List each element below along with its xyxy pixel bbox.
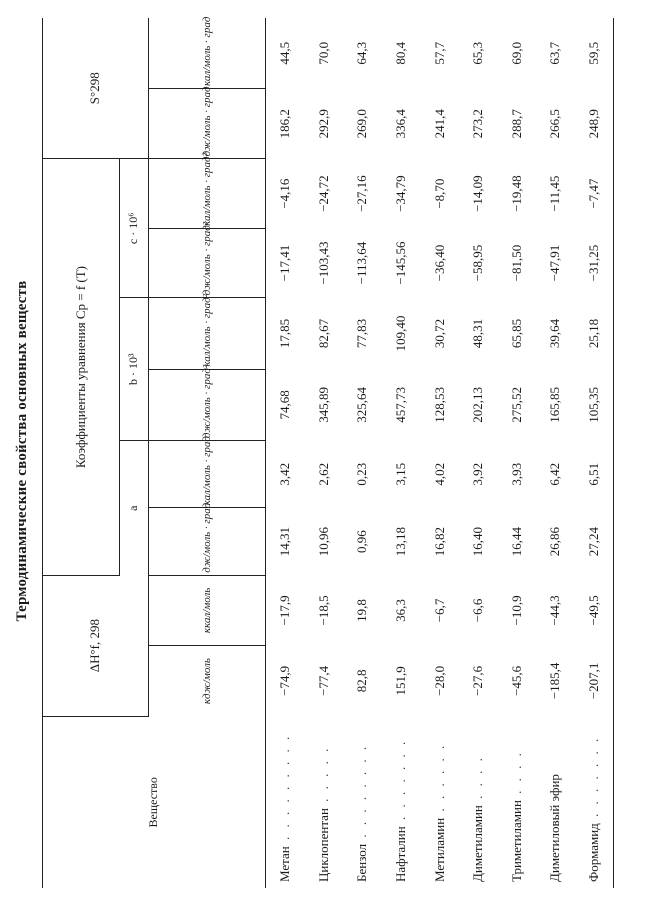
entropy-header: S°298 xyxy=(43,18,149,159)
b-cal-cell: 65,85 xyxy=(508,318,524,349)
c-j-cell: −58,95 xyxy=(470,244,486,282)
s-cal-cell: 80,4 xyxy=(393,41,409,65)
table-row xyxy=(536,18,575,888)
s-j-cell: 266,5 xyxy=(547,109,563,139)
c-cal-cell: −27,16 xyxy=(354,175,370,212)
s-j-cell: 269,0 xyxy=(354,109,370,139)
unit-c-j: дж/моль · град² xyxy=(149,228,266,297)
c-cal-cell: −14,09 xyxy=(470,175,486,212)
enthalpy-kj-cell: 82,8 xyxy=(354,669,370,693)
substance-header: Вещество xyxy=(43,716,266,888)
s-cal-cell: 63,7 xyxy=(547,41,563,65)
substance-name: Триметиламин . . . . xyxy=(508,750,524,882)
a-j-cell: 13,18 xyxy=(393,526,409,557)
substance-name: Циклопентан . . . . . xyxy=(315,745,331,882)
substance-name: Нафталин . . . . . . . xyxy=(393,738,409,882)
a-cal-cell: 3,92 xyxy=(470,462,486,486)
c-j-cell: −47,91 xyxy=(547,244,563,282)
b-j-cell: 202,13 xyxy=(470,387,486,423)
enthalpy-kcal-cell: 36,3 xyxy=(393,599,409,622)
enthalpy-kj-cell: 151,9 xyxy=(393,666,409,696)
c-j-cell: −113,64 xyxy=(354,241,370,285)
c-cal-cell: −24,72 xyxy=(315,175,331,212)
a-j-cell: 0,96 xyxy=(354,530,370,553)
unit-b-j: дж/моль · град² xyxy=(149,369,266,440)
c-cal-cell: −19,48 xyxy=(508,175,524,212)
enthalpy-header: ΔH°f, 298 xyxy=(43,575,149,716)
table-row xyxy=(266,18,305,888)
s-cal-cell: 57,7 xyxy=(431,41,447,65)
coefficient-a-header: a xyxy=(120,441,149,576)
unit-s-j: дж/моль · град xyxy=(149,89,266,159)
enthalpy-kcal-cell: −17,9 xyxy=(277,595,293,626)
enthalpy-kcal-cell: −49,5 xyxy=(575,575,614,645)
enthalpy-kj-cell: −45,6 xyxy=(508,665,524,696)
b-cal-cell: 77,83 xyxy=(354,318,370,349)
a-cal-cell: 4,02 xyxy=(431,462,447,486)
unit-a-j: дж/моль · град xyxy=(149,508,266,575)
table-row xyxy=(343,18,382,888)
unit-b-cal: кал/моль · град² xyxy=(149,298,266,369)
c-j-cell: −31,25 xyxy=(575,228,614,297)
enthalpy-kcal-cell: −6,6 xyxy=(470,598,486,623)
thermodynamic-properties-table xyxy=(42,18,614,888)
a-cal-cell: 6,51 xyxy=(575,441,614,508)
s-j-cell: 186,2 xyxy=(277,109,293,139)
unit-kj-mol: кдж/моль xyxy=(149,646,266,716)
b-j-cell: 325,64 xyxy=(354,387,370,423)
a-j-cell: 27,24 xyxy=(575,508,614,575)
table-row xyxy=(575,18,614,888)
c-cal-cell: −11,45 xyxy=(547,175,563,212)
c-cal-cell: −7,47 xyxy=(575,159,614,228)
s-j-cell: 292,9 xyxy=(315,109,331,139)
b-j-cell: 275,52 xyxy=(508,387,524,423)
enthalpy-kj-cell: −74,9 xyxy=(277,665,293,696)
b-cal-cell: 30,72 xyxy=(431,318,447,349)
s-cal-cell: 70,0 xyxy=(315,41,331,65)
s-j-cell: 273,2 xyxy=(470,109,486,139)
c-j-cell: −17,41 xyxy=(277,244,293,282)
table-title: Термодинамические свойства основных веществ xyxy=(14,280,30,622)
substance-name: Бензол . . . . . . . . xyxy=(354,743,370,882)
unit-kcal-mol: ккал/моль xyxy=(149,575,266,645)
s-cal-cell: 44,5 xyxy=(277,41,293,65)
b-j-cell: 457,73 xyxy=(393,387,409,423)
substance-name: Формамид . . . . . . . xyxy=(575,716,614,888)
b-cal-cell: 48,31 xyxy=(470,318,486,349)
enthalpy-kcal-cell: −6,7 xyxy=(431,598,447,623)
a-j-cell: 16,82 xyxy=(431,526,447,557)
b-j-cell: 345,89 xyxy=(315,387,331,423)
a-cal-cell: 3,42 xyxy=(277,462,293,486)
s-cal-cell: 69,0 xyxy=(508,41,524,65)
b-cal-cell: 25,18 xyxy=(575,298,614,369)
enthalpy-kcal-cell: −10,9 xyxy=(508,595,524,626)
c-j-cell: −81,50 xyxy=(508,244,524,282)
s-cal-cell: 59,5 xyxy=(575,18,614,89)
s-j-cell: 248,9 xyxy=(575,89,614,159)
table-row xyxy=(305,18,344,888)
coefficient-c-header: c · 10⁶ xyxy=(120,159,149,298)
cp-equation-header: Коэффициенты уравнения Cp = f (T) xyxy=(43,159,120,575)
c-j-cell: −145,56 xyxy=(393,241,409,285)
a-cal-cell: 2,62 xyxy=(315,462,331,486)
enthalpy-kj-cell: −28,0 xyxy=(431,665,447,696)
enthalpy-kj-cell: −27,6 xyxy=(470,665,486,696)
enthalpy-kcal-cell: 19,8 xyxy=(354,599,370,622)
c-cal-cell: −34,79 xyxy=(393,175,409,212)
a-j-cell: 26,86 xyxy=(547,526,563,557)
b-j-cell: 128,53 xyxy=(431,387,447,423)
enthalpy-kj-cell: −77,4 xyxy=(315,665,331,696)
s-cal-cell: 64,3 xyxy=(354,41,370,65)
unit-a-cal: кал/моль · град xyxy=(149,441,266,508)
b-cal-cell: 82,67 xyxy=(315,318,331,349)
substance-name: Метан . . . . . . . . . xyxy=(277,733,293,882)
b-cal-cell: 39,64 xyxy=(547,318,563,349)
a-cal-cell: 6,42 xyxy=(547,462,563,486)
s-j-cell: 288,7 xyxy=(508,109,524,139)
b-cal-cell: 17,85 xyxy=(277,318,293,349)
s-cal-cell: 65,3 xyxy=(470,41,486,65)
s-j-cell: 336,4 xyxy=(393,109,409,139)
b-j-cell: 74,68 xyxy=(277,390,293,420)
substance-name: Метиламин . . . . . . xyxy=(431,742,447,882)
enthalpy-kcal-cell: −18,5 xyxy=(315,595,331,626)
substance-name: Диметиловый эфир xyxy=(547,774,563,882)
b-j-cell: 165,85 xyxy=(547,387,563,423)
a-j-cell: 16,40 xyxy=(470,526,486,557)
s-j-cell: 241,4 xyxy=(431,109,447,139)
a-cal-cell: 0,23 xyxy=(354,462,370,486)
a-j-cell: 10,96 xyxy=(315,526,331,557)
a-cal-cell: 3,15 xyxy=(393,462,409,486)
a-cal-cell: 3,93 xyxy=(508,462,524,486)
c-cal-cell: −8,70 xyxy=(431,178,447,209)
coefficient-b-header: b · 10³ xyxy=(120,298,149,441)
header-row-groups xyxy=(43,18,120,888)
enthalpy-kj-cell: −185,4 xyxy=(547,662,563,700)
enthalpy-kcal-cell: −44,3 xyxy=(547,595,563,626)
enthalpy-kj-cell: −207,1 xyxy=(575,646,614,716)
a-j-cell: 16,44 xyxy=(508,526,524,557)
table-row xyxy=(459,18,498,888)
table-row xyxy=(420,18,459,888)
c-j-cell: −103,43 xyxy=(315,241,331,285)
c-cal-cell: −4,16 xyxy=(277,178,293,209)
table-row xyxy=(498,18,537,888)
b-cal-cell: 109,40 xyxy=(393,315,409,352)
b-j-cell: 105,35 xyxy=(575,369,614,440)
a-j-cell: 14,31 xyxy=(277,526,293,557)
unit-s-cal: кал/моль · град xyxy=(149,18,266,89)
table-row xyxy=(382,18,421,888)
c-j-cell: −36,40 xyxy=(431,244,447,282)
unit-c-cal: кал/моль · град² xyxy=(149,159,266,228)
substance-name: Диметиламин . . . . xyxy=(470,755,486,882)
